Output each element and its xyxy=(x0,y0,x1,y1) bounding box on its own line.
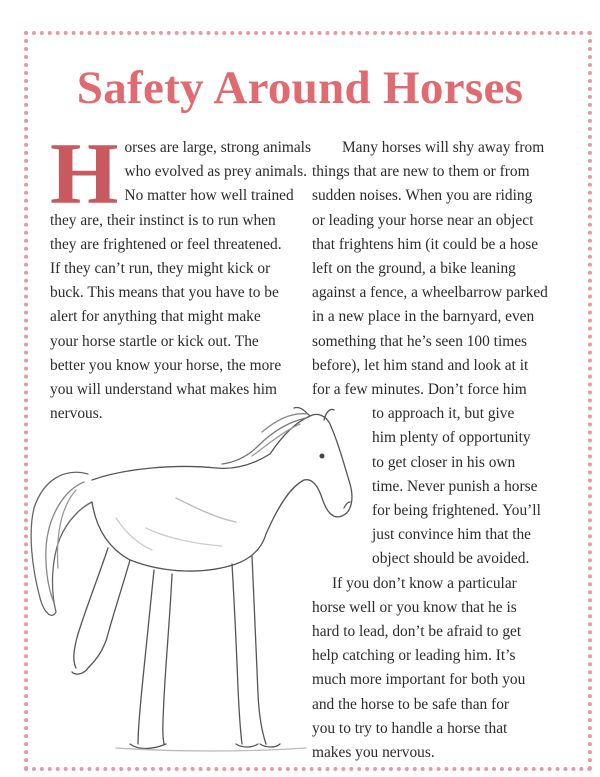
text-line: hard to lead, don’t be afraid to get xyxy=(312,623,522,641)
text-line: something that he’s seen 100 times xyxy=(312,332,528,350)
text-line: you will understand what makes him xyxy=(50,381,277,399)
text-line: left on the ground, a bike leaning xyxy=(312,260,516,278)
text-line: just convince him that the xyxy=(372,526,532,544)
text-line: that frightens him (it could be a hose xyxy=(312,235,539,253)
page-title: Safety Around Horses xyxy=(76,62,524,114)
left-column xyxy=(50,126,311,426)
text-line: sudden noises. When you are riding xyxy=(312,187,533,205)
text-line: who evolved as prey animals. xyxy=(124,163,307,181)
text-line: they are frightened or feel threatened. xyxy=(50,235,282,253)
text-line: for being frightened. You’ll xyxy=(372,502,541,520)
text-line: to get closer in his own xyxy=(372,453,516,471)
text-line: If they can’t run, they might kick or xyxy=(50,260,271,278)
text-line: in a new place in the barnyard, even xyxy=(312,308,535,326)
text-line: nervous. xyxy=(50,405,103,423)
text-line: alert for anything that might make xyxy=(50,308,261,326)
text-line: much more important for both you xyxy=(312,671,526,689)
text-line: they are, their instinct is to run when xyxy=(50,211,276,229)
text-line: buck. This means that you have to be xyxy=(50,284,279,302)
text-line: for a few minutes. Don’t force him xyxy=(312,381,527,399)
text-line: makes you nervous. xyxy=(312,744,435,762)
text-line: things that are new to them or from xyxy=(312,163,530,181)
text-line: horse well or you know that he is xyxy=(312,598,517,616)
text-line: time. Never punish a horse xyxy=(372,477,538,495)
text-line: your horse startle or kick out. The xyxy=(50,332,259,350)
text-line: to approach it, but give xyxy=(372,405,515,423)
text-line: If you don’t know a particular xyxy=(332,574,517,592)
text-line: object should be avoided. xyxy=(372,550,530,568)
text-line: help catching or leading him. It’s xyxy=(312,647,516,665)
text-line: No matter how well trained xyxy=(124,187,294,205)
text-line: him plenty of opportunity xyxy=(372,429,531,447)
text-line: Many horses will shy away from xyxy=(342,139,545,156)
text-line: against a fence, a wheelbarrow parked xyxy=(312,284,548,302)
text-line: and the horse to be safe than for xyxy=(312,695,510,713)
text-line: orses are large, strong animals xyxy=(124,139,311,156)
text-line: before), let him stand and look at it xyxy=(312,356,529,374)
drop-cap: H xyxy=(50,126,119,223)
text-line: better you know your horse, the more xyxy=(50,356,282,374)
horse-illustration xyxy=(26,398,366,758)
text-line: or leading your horse near an object xyxy=(312,211,534,229)
text-line: you to try to handle a horse that xyxy=(312,719,508,737)
